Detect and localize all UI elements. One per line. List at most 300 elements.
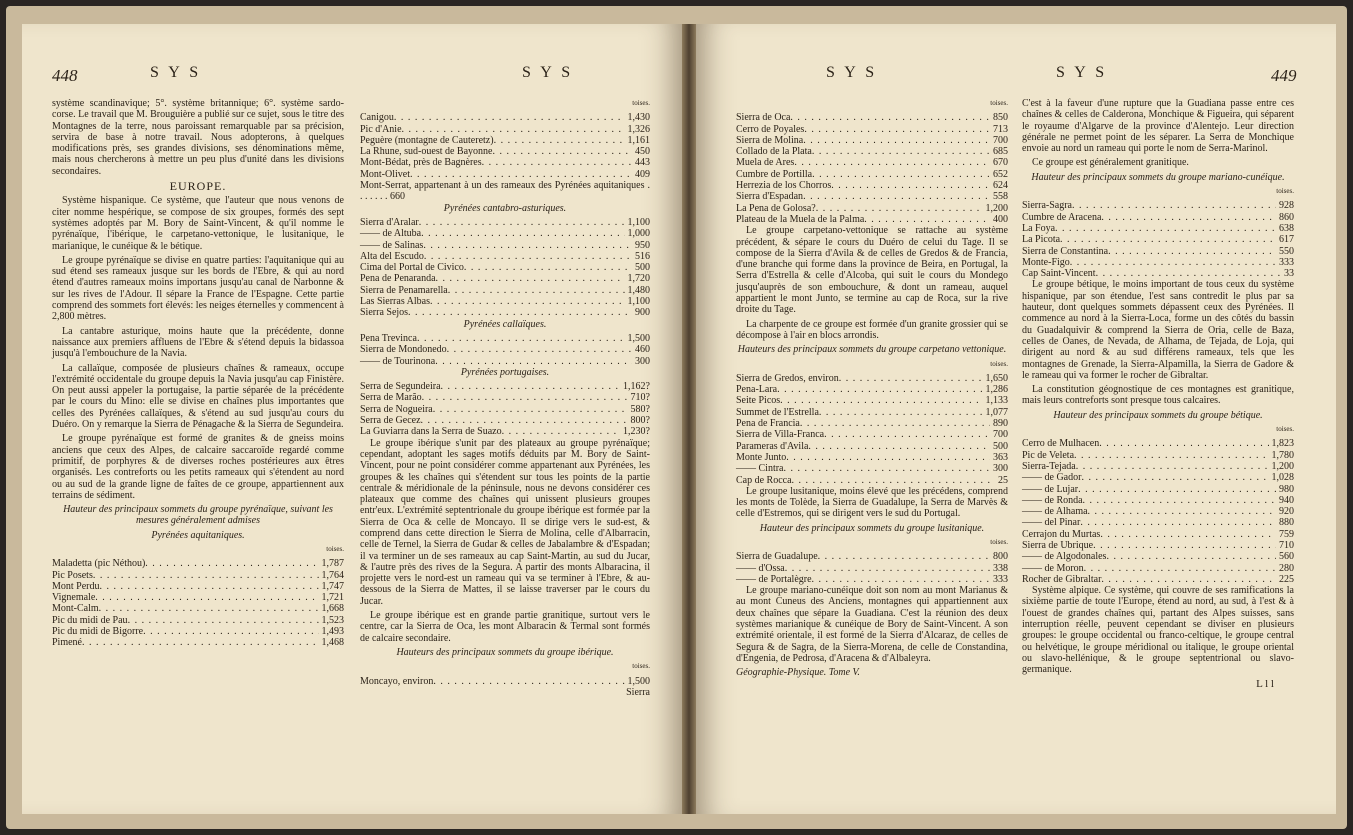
left-column-1	[52, 98, 344, 649]
page-number: 449	[1271, 66, 1297, 85]
height-table	[360, 217, 650, 319]
dot-leader	[812, 574, 990, 585]
summit-height: 1,230?	[623, 426, 650, 438]
dot-leader	[145, 558, 318, 569]
summit-height: 1,161	[627, 134, 650, 146]
table-title: Hauteur des principaux sommets du groupe bétique.	[1053, 409, 1263, 421]
summit-name: Canigou	[360, 112, 394, 124]
paragraph: Le groupe ibérique est en grande partie granitique, surtout vers le centre, car la Sierra de Oca, les mont Albaracin & Termal sont formés de calcaire secondaire.	[360, 610, 650, 644]
table-row	[1022, 268, 1294, 279]
summit-name: Pena-Lara	[736, 384, 778, 396]
dot-leader	[436, 273, 625, 284]
table-title: Hauteur des principaux sommets du groupe pyrénaïque, suivant les mesures généralement admises	[63, 504, 333, 527]
table-title: Hauteur des principaux sommets du groupe lusitanique.	[759, 522, 985, 534]
running-header: S Y S	[826, 64, 878, 81]
summit-height: 1,720	[627, 273, 650, 285]
summit-name: Seite Picos	[736, 395, 781, 407]
height-table	[360, 112, 650, 180]
paragraph: Le groupe lusitanique, moins élevé que les précédens, comprend les monts de Tolède, la Sierra de Guadalupe, la Serra de Marvès & celle d'Estremos, qui se dirigent vers le sud du Portugal.	[736, 485, 1008, 520]
summit-name: Sierra d'Espadan	[736, 191, 804, 203]
height-table	[1022, 438, 1294, 585]
summit-height: 338	[993, 562, 1008, 574]
table-row	[736, 146, 1008, 157]
summit-height: 710?	[630, 392, 650, 404]
summit-name: —— de Salinas	[360, 239, 424, 251]
summit-name: Pic d'Anie	[360, 123, 402, 135]
dot-leader	[816, 203, 983, 214]
table-row	[360, 296, 650, 307]
table-row	[1022, 551, 1294, 562]
table-row	[1022, 438, 1294, 449]
summit-height: 558	[993, 191, 1008, 203]
summit-height: 1,764	[321, 569, 344, 581]
right-column-2	[1022, 98, 1294, 693]
paragraph: Le groupe bétique, le moins important de tous ceux du système hispanique, par son étendue, l'est sans contredit le plus par sa hauteur, dont quelques sommets dépassent ceux des Pyrénées. Il commence au nord à la Sierra-Loca, forme un des côtés du bassin du Guadalquivir & comprend la Sierra de Oria, celle de Baza, celles de Oanes, de Nevada, de Alhama, de Tejada, de Loja, qui dirigent au nord & au sud différens rameaux, tels que les montagnes de Grenade, la Sierra-Alpamilla, la Sierra de Gadore & le rameau qui va former le rocher de Gibraltar.	[1022, 279, 1294, 381]
summit-name: Serra de Marão	[360, 392, 422, 404]
paragraph: La charpente de ce groupe est formée d'un granite grossier qui se décompose à l'air en blocs arrondis.	[736, 318, 1008, 341]
summit-name: Peguère (montagne de Cauteretz)	[360, 134, 494, 146]
dot-leader	[777, 384, 982, 395]
paragraph: La constitution géognostique de ces montagnes est granitique, mais leurs contreforts sont presque tous calcaires.	[1022, 384, 1294, 407]
summit-name: Moncayo, environ	[360, 675, 434, 687]
summit-height: 1,747	[321, 580, 344, 592]
summit-height: 363	[993, 451, 1008, 463]
table-row	[1022, 246, 1294, 257]
summit-height: 460	[635, 344, 650, 356]
summit-name: Serra de Segundeira	[360, 381, 441, 393]
summit-height: 400	[993, 213, 1008, 225]
table-row	[360, 262, 650, 273]
table-row	[360, 228, 650, 239]
summit-name: Alta del Escudo	[360, 250, 424, 262]
table-row	[360, 135, 650, 146]
summit-name: Las Sierras Albas	[360, 296, 430, 308]
dot-leader	[1072, 200, 1276, 211]
table-row	[52, 570, 344, 581]
table-row	[1022, 517, 1294, 528]
summit-name: —— de Gador	[1022, 472, 1082, 484]
paragraph: Le groupe pyrénaïque est formé de granites & de gneiss moins anciens que ceux des Alpes, de calcaire saccaroïde regardé comme primitif, de porphyres & de diverses roches postérieures aux êtres organisés. Les contreforts ou les petits rameaux qui s'étendent au nord ou au sud de la grande ligne de faîtes de ce groupe, appartiennent aux terrains de sédiment.	[52, 433, 344, 501]
table-row	[736, 214, 1008, 225]
table-row	[736, 551, 1008, 562]
summit-name: —— Cintra	[736, 463, 784, 475]
summit-height: 1,100	[627, 216, 650, 228]
summit-height: 685	[993, 146, 1008, 158]
summit-name: Mont-Bédat, près de Bagnères	[360, 157, 482, 169]
summit-height: 900	[635, 307, 650, 319]
dot-leader	[421, 415, 628, 426]
summit-name: —— de Moron	[1022, 562, 1084, 574]
paragraph: Le groupe carpetano-vettonique se rattache au système précédent, & sépare le cours du Duéro de celui du Tage. Il se compose de la Sierra d'Avila & de celles de Gredos & de Francia, d'une branche qui forme dans la province de Beira, en Portugal, la Serra d'Estrella & celle d'Alcoba, qui suit le cours du Mondego jusqu'auprès de son embouchure, & dont un rameau, auquel appartient le mont Junto, se termine au cap de Roca, sur la rive droite du Tage.	[736, 225, 1008, 316]
unit-label: toises.	[990, 537, 1008, 546]
table-row	[736, 373, 1008, 384]
summit-height: 890	[993, 418, 1008, 430]
dot-leader	[435, 356, 632, 367]
table-row	[736, 135, 1008, 146]
dot-leader	[143, 626, 318, 637]
summit-height: 450	[635, 146, 650, 158]
summit-name: Paramerаs d'Avila	[736, 440, 809, 452]
summit-height: 300	[635, 355, 650, 367]
dot-leader	[1083, 495, 1276, 506]
book-gutter	[682, 24, 696, 814]
summit-name: Cap de Rocca	[736, 474, 792, 486]
dot-leader	[423, 240, 632, 251]
summit-height: 860	[1279, 211, 1294, 223]
table-row	[736, 452, 1008, 463]
dot-leader	[430, 296, 625, 307]
summit-height: 700	[993, 429, 1008, 441]
table-row	[360, 426, 650, 437]
dot-leader	[1055, 223, 1276, 234]
paragraph: système scandinavique; 5°. système britannique; 6°. système sardo-corse. Le travail que M. Brouguière a publié sur ce sujet, sous le titre des Montagnes de la terre, nous paroissant remarquable par sa précision, servira de base à notre travail. Nous adopterons, à quelques modifications près, ses grandes divisions, ses dénominations même, mais nous chercherons à mettre un peu plus d'unité dans les divisions secondaires.	[52, 98, 344, 177]
table-row	[1022, 506, 1294, 517]
summit-name: Monte Junto	[736, 451, 787, 463]
summit-name: Pena de Francia	[736, 418, 800, 430]
dot-leader	[433, 404, 628, 415]
table-row	[736, 563, 1008, 574]
dot-leader	[1088, 506, 1276, 517]
table-row	[360, 146, 650, 157]
dot-leader	[1101, 212, 1276, 223]
summit-name: Pimené	[52, 637, 82, 649]
summit-height: 1,500	[627, 675, 650, 687]
summit-name: Monte-Figo	[1022, 256, 1070, 268]
summit-height: 33	[1284, 268, 1294, 280]
montserrat-value: 660	[390, 191, 405, 203]
summit-height: 624	[993, 180, 1008, 192]
paragraph: C'est à la faveur d'une rupture que la Guadiana passe entre ces chaînes & celles de Calderona, Monchique & Figueira, qui séparent le royaume d'Algarve de la province d'Alentejo. Leur direction générale ne permet point de les séparer. La Serra de Monchique envoie au nord un rameau qui porte le nom de Serra-Marinol.	[1022, 98, 1294, 155]
summit-height: 1,493	[321, 626, 344, 638]
summit-name: Pic du midi de Bigorre	[52, 626, 144, 638]
dot-leader	[410, 169, 632, 180]
dot-leader	[808, 441, 990, 452]
summit-name: —— de Altuba	[360, 228, 422, 240]
table-row	[1022, 563, 1294, 574]
summit-height: 759	[1279, 528, 1294, 540]
summit-name: Mont Perdu	[52, 580, 100, 592]
table-row	[360, 157, 650, 168]
table-row	[1022, 484, 1294, 495]
summit-height: 800	[993, 551, 1008, 563]
dot-leader	[792, 475, 995, 486]
summit-name: La Pena de Golosa?	[736, 202, 816, 214]
table-row	[736, 203, 1008, 214]
paragraph: Mont-Serrat, appartenant à un des rameaux des Pyrénées aquitaniques . . . . . . . 660	[360, 180, 651, 203]
running-header: S Y S	[1056, 64, 1108, 81]
dot-leader	[803, 135, 990, 146]
summit-height: 1,100	[627, 296, 650, 308]
table-row	[360, 307, 650, 318]
dot-leader	[1093, 540, 1276, 551]
section-heading: EUROPE.	[169, 179, 227, 194]
summit-name: Cima del Portal de Civico	[360, 262, 464, 274]
table-row	[360, 676, 650, 687]
table-row	[1022, 495, 1294, 506]
table-row	[736, 191, 1008, 202]
summit-name: Sierra Sejos	[360, 307, 409, 319]
paragraph: Le groupe mariano-cunéique doit son nom au mont Marianus & au mont Cuneus des Anciens, montagnes qui appartiennent aux deux chaînes que sépare la Guadiana. C'est la réunion des deux systèmes marianique & cunéique de Bory de Saint-Vincent. A son extrémité orientale, il est formé de la Sierra d'Alcaraz, de celles de Segura & de Sagra, de la Sierra-Morena, de celle de Constandina, d'Engenia, de Pedrosa, d'Aracena & d'Albaleyra.	[736, 585, 1008, 664]
table-row	[360, 273, 650, 284]
summit-height: 1,523	[321, 614, 344, 626]
summit-height: 25	[998, 474, 1008, 486]
table-row	[736, 112, 1008, 123]
summit-height: 1,650	[985, 372, 1008, 384]
dot-leader	[441, 381, 621, 392]
running-header: S Y S	[150, 64, 202, 81]
table-row	[52, 637, 344, 648]
summit-name: Sierra de Constantina	[1022, 245, 1109, 257]
summit-name: Sierra-Sagra	[1022, 200, 1072, 212]
dot-leader	[402, 124, 625, 135]
table-row	[736, 429, 1008, 440]
summit-name: —— de Ronda	[1022, 494, 1083, 506]
summit-name: La Rhune, sud-ouest de Bayonne	[360, 146, 493, 158]
dot-leader	[812, 169, 990, 180]
dot-leader	[394, 112, 625, 123]
table-row	[52, 626, 344, 637]
dot-leader	[419, 217, 625, 228]
unit-label: toises.	[990, 359, 1008, 368]
summit-name: Sierra-Tejada	[1022, 460, 1076, 472]
summit-height: 1,780	[1271, 449, 1294, 461]
table-row	[360, 285, 650, 296]
summit-height: 1,668	[321, 603, 344, 615]
dot-leader	[839, 373, 983, 384]
dot-leader	[804, 124, 990, 135]
table-row	[360, 112, 650, 123]
summit-name: Sierra de Ubrique	[1022, 539, 1094, 551]
summit-name: Summet de l'Estrella	[736, 406, 819, 418]
paragraph: Le groupe ibérique s'unit par des plateaux au groupe pyrénaïque; cependant, adoptant les sages motifs déduits par M. Bory de Saint-Vincent, pour ne point considérer comme appartenant aux Pyrénées, les groupes & les chaînes qui s'étendent sur tous les points de la partie centrale & méridionale de la péninsule, nous ne devons considérer ces plateaux que comme des chaînes qui unissent plusieurs groupes entr'eux. L'extrémité septentrionale du groupe ibérique est formée par la Sierra de Oca & celle de Moncayo. Il se dirige vers le sud-est, & comprend dans cette direction le Sierra de Molina, celle d'Albarracin, celle de Ternel, la Sierra de Gudar & celles de Jabalambre & d'Espadan; il va terminer un de ses rameaux au cap Saint-Martin, au sud du Jucar, & l'autre près des rives de la Segura. A partir des monts Albaracina, il projette vers le nord-est un rameau qui va se terminer à l'Ebre, & au-dessous de la Sierra de Mattes, il se laisse traverser par le cours du Jucar.	[360, 437, 650, 607]
table-row	[1022, 540, 1294, 551]
summit-height: 409	[635, 168, 650, 180]
summit-name: —— de Algodonales	[1022, 551, 1107, 563]
unit-label: toises.	[1276, 187, 1294, 196]
table-row	[1022, 461, 1294, 472]
right-page	[696, 24, 1336, 814]
summit-height: 580?	[630, 403, 650, 415]
table-row	[1022, 200, 1294, 211]
summit-height: 1,468	[321, 637, 344, 649]
summit-height: 300	[993, 463, 1008, 475]
summit-height: 550	[1279, 245, 1294, 257]
summit-height: 1,133	[985, 395, 1008, 407]
summit-height: 670	[993, 157, 1008, 169]
table-row	[52, 603, 344, 614]
dot-leader	[790, 112, 990, 123]
table-title: Hauteur des principaux sommets du groupe mariano-cunéique.	[1031, 171, 1285, 183]
dot-leader	[82, 637, 319, 648]
summit-height: 443	[635, 157, 650, 169]
summit-name: —— de Alhama	[1022, 506, 1088, 518]
dot-leader	[1108, 246, 1276, 257]
summit-height: 1,028	[1271, 472, 1294, 484]
paragraph: La callaïque, composée de plusieurs chaînes & rameaux, occupe l'extrémité occidentale du groupe depuis la Navia jusqu'au cap Finistère. On peut aussi appeler la portugaise, la partie séparée de la précédente par le cours du Mino: elle se divise en chaînes plus importantes que celles des Pyrénées callaïques, & s'étend au sud jusqu'au cours du Duéro. On y remarque la Sierra de Pénagache & la Sierra de Segundeira.	[52, 362, 344, 431]
unit-label: toises.	[990, 99, 1008, 107]
signature-mark: L l l	[1256, 677, 1274, 690]
summit-height: 1,077	[985, 406, 1008, 418]
dot-leader	[99, 603, 319, 614]
summit-name: Maladetta (pic Néthou)	[52, 558, 146, 570]
table-subtitle: Pyrénées callaïques.	[463, 318, 547, 330]
table-row	[52, 581, 344, 592]
dot-leader	[1084, 563, 1276, 574]
dot-leader	[1081, 472, 1268, 483]
summit-height: 1,162?	[623, 381, 650, 393]
summit-height: 500	[993, 440, 1008, 452]
summit-height: 980	[1279, 483, 1294, 495]
dot-leader	[492, 146, 632, 157]
running-header: S Y S	[522, 64, 574, 81]
table-title: Hauteurs des principaux sommets du groupe ibérique.	[396, 646, 614, 658]
dot-leader	[93, 570, 319, 581]
table-subtitle: Pyrénées cantabro-asturiques.	[443, 202, 567, 214]
table-row	[360, 169, 650, 180]
table-row	[360, 356, 650, 367]
table-row	[360, 404, 650, 415]
summit-height: 1,326	[627, 123, 650, 135]
table-row	[360, 240, 650, 251]
summit-height: 700	[993, 134, 1008, 146]
catchword: Sierra	[626, 686, 650, 698]
paragraph: Système alpique. Ce système, qui couvre de ses ramifications la sixième partie de toute l'Europe, étend au nord, au sud, à l'est & à l'ouest de grandes chaînes qui, partant des Alpes suisses, sans interruption réelle, peuvent cependant se diviser en plusieurs groupes: le groupe occidental ou franco-celtique, le groupe central ou helvétique, le groupe méridional ou italique, le groupe oriental ou slavo-hellénique, & le groupe septentrional ou slavo-germanique.	[1022, 585, 1294, 676]
table-row	[360, 381, 650, 392]
dot-leader	[818, 551, 990, 562]
summit-name: Collado de la Plata	[736, 146, 812, 158]
summit-height: 940	[1279, 494, 1294, 506]
summit-name: Cumbre de Portilla	[736, 168, 813, 180]
height-table	[360, 381, 650, 437]
right-column-1	[736, 98, 1008, 682]
summit-name: Sierra de Guadalupe	[736, 551, 818, 563]
dot-leader	[447, 344, 632, 355]
summit-height: 1,286	[985, 384, 1008, 396]
summit-height: 710	[1279, 539, 1294, 551]
summit-height: 1,823	[1271, 438, 1294, 450]
dot-leader	[800, 418, 990, 429]
summit-height: 880	[1279, 517, 1294, 529]
summit-name: La Foya	[1022, 222, 1056, 234]
summit-name: La Guviarra dans la Serra de Suazo	[360, 426, 502, 438]
summit-name: Serra de Nogueira	[360, 403, 433, 415]
summit-height: 652	[993, 168, 1008, 180]
summit-height: 850	[993, 112, 1008, 124]
page-number: 448	[52, 66, 78, 85]
summit-name: Sierra de Molina	[736, 134, 804, 146]
summit-height: 1,500	[627, 332, 650, 344]
dot-leader	[831, 180, 990, 191]
table-row	[360, 333, 650, 344]
summit-height: 1,480	[627, 284, 650, 296]
dot-leader	[421, 228, 624, 239]
dot-leader	[1060, 234, 1276, 245]
paragraph: Système hispanique. Ce système, que l'auteur que nous venons de citer nomme hespérique, se compose de six groupes, formés des sept systèmes adoptés par M. Bory de Saint-Vincent, & qu'il nomme le pyrénaïque, l'ibérique, le carpetano-vettonique, le lusitanique, le marianique, le cunéique & le bétique.	[52, 195, 344, 252]
dot-leader	[1096, 268, 1281, 279]
summit-height: 1,000	[627, 228, 650, 240]
dot-leader	[1100, 529, 1276, 540]
table-row	[736, 124, 1008, 135]
dot-leader	[824, 429, 990, 440]
summit-name: Sierra de Mondonedo	[360, 344, 447, 356]
dot-leader	[417, 333, 625, 344]
height-table	[736, 373, 1008, 486]
summit-height: 800?	[630, 415, 650, 427]
dot-leader	[482, 157, 632, 168]
height-table	[1022, 200, 1294, 279]
summit-height: 225	[1279, 573, 1294, 585]
unit-label: toises.	[632, 662, 650, 671]
dot-leader	[819, 407, 983, 418]
table-row	[1022, 212, 1294, 223]
unit-label: toises.	[1276, 425, 1294, 434]
table-row	[736, 407, 1008, 418]
table-subtitle: Pyrénées portugaises.	[460, 366, 550, 378]
summit-name: Sierra de Oca	[736, 112, 791, 124]
table-row	[360, 217, 650, 228]
paragraph: Le groupe pyrénaïque se divise en quatre parties: l'aquitanique qui au sud étend ses rameaux jusque sur les bords de l'Ebre, & qui au nord étend d'autres rameaux moins importans jusqu'au canal de Narbonne & sur les rives de l'Adour. Il sépare la France de l'Espagne. Cette partie comprend des sommets fort élevés: les neiges éternelles y commencent à 2,800 mètres.	[52, 254, 344, 323]
height-table	[52, 558, 344, 648]
summit-name: Cerrajon du Murtas	[1022, 528, 1101, 540]
dot-leader	[784, 463, 991, 474]
summit-name: —— de Tourinona	[360, 355, 436, 367]
dot-leader	[1076, 461, 1269, 472]
table-row	[736, 157, 1008, 168]
summit-name: Cap Saint-Vincent	[1022, 268, 1096, 280]
dot-leader	[803, 191, 990, 202]
summit-name: Pena de Penaranda	[360, 273, 436, 285]
summit-height: 1,200	[1271, 460, 1294, 472]
summit-name: Mont-Calm	[52, 603, 99, 615]
summit-height: 280	[1279, 562, 1294, 574]
table-row	[52, 592, 344, 603]
summit-name: Pic du midi de Pau	[52, 614, 128, 626]
summit-name: —— d'Ossa	[736, 562, 785, 574]
left-page	[22, 24, 682, 814]
summit-name: —— de Portalègre	[736, 573, 812, 585]
dot-leader	[100, 581, 319, 592]
table-row	[1022, 574, 1294, 585]
table-row	[736, 418, 1008, 429]
summit-name: —— del Pinar	[1022, 517, 1081, 529]
table-row	[1022, 223, 1294, 234]
table-row	[736, 180, 1008, 191]
table-row	[360, 124, 650, 135]
dot-leader	[812, 146, 990, 157]
table-row	[52, 615, 344, 626]
table-row	[736, 463, 1008, 474]
dot-leader	[128, 615, 319, 626]
table-title: Hauteurs des principaux sommets du groupe carpetano vettonique.	[737, 344, 1007, 356]
paragraph: La cantabre asturique, moins haute que la précédente, donne naissance aux premiers affluens de l'Ebre & s'étend depuis la bidassoa jusqu'à l'embouchure de la Navia.	[52, 325, 344, 360]
summit-height: 617	[1279, 234, 1294, 246]
summit-height: 950	[635, 239, 650, 251]
summit-height: 928	[1279, 200, 1294, 212]
table-row	[1022, 529, 1294, 540]
summit-name: Serra de Gecez	[360, 415, 421, 427]
dot-leader	[786, 452, 990, 463]
summit-name: Pena Trevinca	[360, 332, 417, 344]
dot-leader	[95, 592, 318, 603]
summit-height: 560	[1279, 551, 1294, 563]
summit-name: Mont-Olivet	[360, 168, 410, 180]
table-row	[360, 392, 650, 403]
height-table	[360, 333, 650, 367]
table-row	[1022, 257, 1294, 268]
table-row	[1022, 234, 1294, 245]
book-spread	[6, 6, 1347, 829]
table-subtitle: Pyrénées aquitaniques.	[151, 529, 245, 541]
